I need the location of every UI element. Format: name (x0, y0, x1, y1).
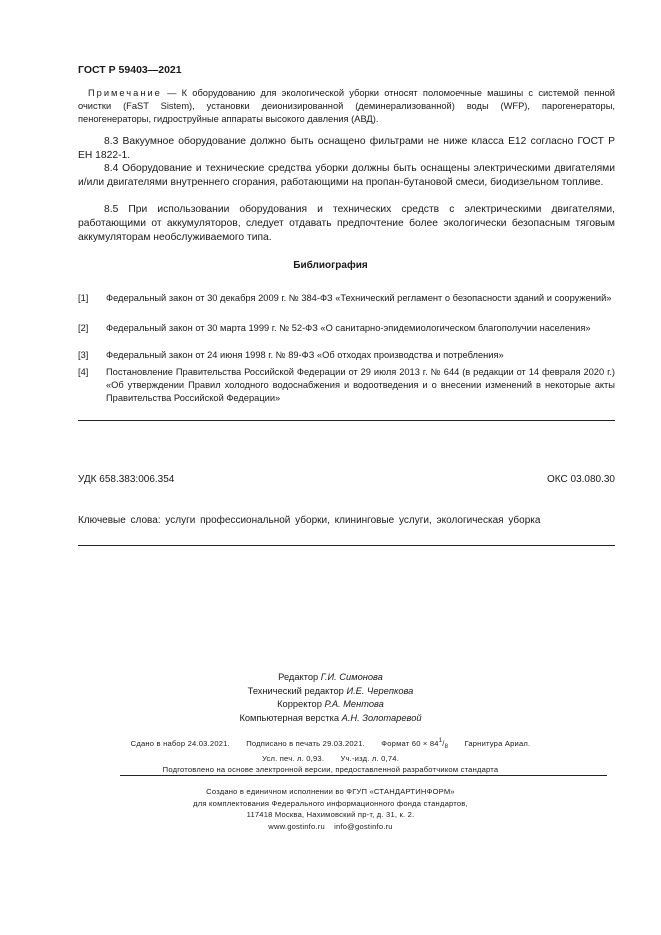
bibliography-number: [4] (78, 367, 89, 377)
credit-line (0, 685, 661, 699)
bibliography-text: Федеральный закон от 30 декабря 2009 г. № 384-ФЗ «Технический регламент о безопасности зданий и сооружений» (106, 293, 612, 303)
udc-code: УДК 658.383:006.354 (78, 474, 175, 485)
credit-role: Редактор (278, 672, 319, 682)
bibliography-number: [1] (78, 293, 89, 303)
publisher-web: www.gostinfo.ru info@gostinfo.ru (268, 821, 393, 831)
divider-top (78, 420, 615, 421)
note-label: Примечание (88, 88, 162, 98)
bibliography-number: [2] (78, 323, 89, 333)
clause-8-3: 8.3 Вакуумное оборудование должно быть оснащено фильтрами не ниже класса Е12 согласно ГОСТ Р ЕН 1822-1. (78, 136, 615, 161)
oks-code: ОКС 03.080.30 (547, 474, 615, 485)
credit-line (0, 712, 661, 726)
credit-name: И.Е. Черепкова (346, 685, 414, 696)
credit-name: Р.А. Ментова (324, 699, 384, 709)
submitted-date: Сдано в набор 24.03.2021. (130, 739, 230, 748)
imprint-line-2 (0, 753, 661, 764)
note-text: — К оборудованию для экологической уборки относят поломоечные машины с системой пенной очистки (FaST Sistem), установки деионизированной (деминерализованной) воды (WFP), парогенераторы, пеногенераторы, гидроструйные аппараты высокого давления (АВД). (78, 88, 615, 124)
bibliography-text: Постановление Правительства Российской Федерации от 29 июля 2013 г. № 644 (в редакции от 14 февраля 2020 г.) «Об утверждении Правил холодного водоснабжения и водоотведения и о внесении изменений в некоторые акты Правительства Российской Федерации» (106, 367, 615, 403)
standard-code: ГОСТ Р 59403—2021 (78, 64, 182, 76)
bibliography-text: Федеральный закон от 30 марта 1999 г. № 52-ФЗ «О санитарно-эпидемиологическом благополучии населения» (106, 323, 591, 333)
note-paragraph (78, 87, 615, 126)
keywords: Ключевые слова: услуги профессиональной уборки, клининговые услуги, экологическая уборка (78, 515, 541, 526)
clause-8-5: 8.5 При использовании оборудования и технических средств с электрическими двигателями, работающими от аккумуляторов, следует отдавать предпочтение более экологически безопасным тяговым аккумуляторам необслуживаемого типа. (78, 204, 615, 243)
signed-date: Подписано в печать 29.03.2021. (246, 739, 365, 748)
imprint-line-1 (0, 736, 661, 753)
publisher-line: для комплектования Федерального информационного фонда стандартов, (193, 798, 468, 808)
prepared-note: Подготовлено на основе электронной версии, предоставленной разработчиком стандарта (162, 765, 499, 775)
divider-imprint (120, 775, 607, 776)
typeface: Гарнитура Ариал. (464, 739, 531, 748)
credit-role: Компьютерная верстка (239, 712, 340, 723)
credit-line (0, 698, 661, 712)
bibliography-title: Библиография (293, 260, 368, 271)
credits-block (0, 671, 661, 725)
clause-8-4: 8.4 Оборудование и технические средства уборки должны быть оснащены электрическими двигателями и/или двигателями внутреннего сгорания, работающими на пропан-бутановой смеси, биодизельном топливе. (78, 163, 615, 188)
imprint-block (0, 736, 661, 776)
bibliography-text: Федеральный закон от 24 июня 1998 г. № 89-ФЗ «Об отходах производства и потребления» (106, 350, 504, 360)
divider-bottom (78, 545, 615, 546)
paper-format: Формат $60 \times 84^1/_8$ (381, 738, 449, 750)
print-sheets: Усл. печ. л. 0,93. (261, 754, 325, 764)
credit-role: Корректор (277, 699, 322, 709)
credit-name: А.Н. Золотаревой (341, 712, 422, 723)
publishing-sheets: Уч.-изд. л. 0,74. (340, 754, 400, 764)
credit-name: Г.И. Симонова (320, 672, 383, 682)
credit-role: Технический редактор (247, 685, 344, 696)
publisher-block (0, 786, 661, 832)
publisher-line: Создано в единичном исполнении во ФГУП «СТАНДАРТИНФОРМ» (206, 787, 455, 796)
bibliography-number: [3] (78, 350, 89, 360)
publisher-address: 117418 Москва, Нахимовский пр-т, д. 31, к. 2. (246, 810, 415, 819)
credit-line (0, 671, 661, 685)
